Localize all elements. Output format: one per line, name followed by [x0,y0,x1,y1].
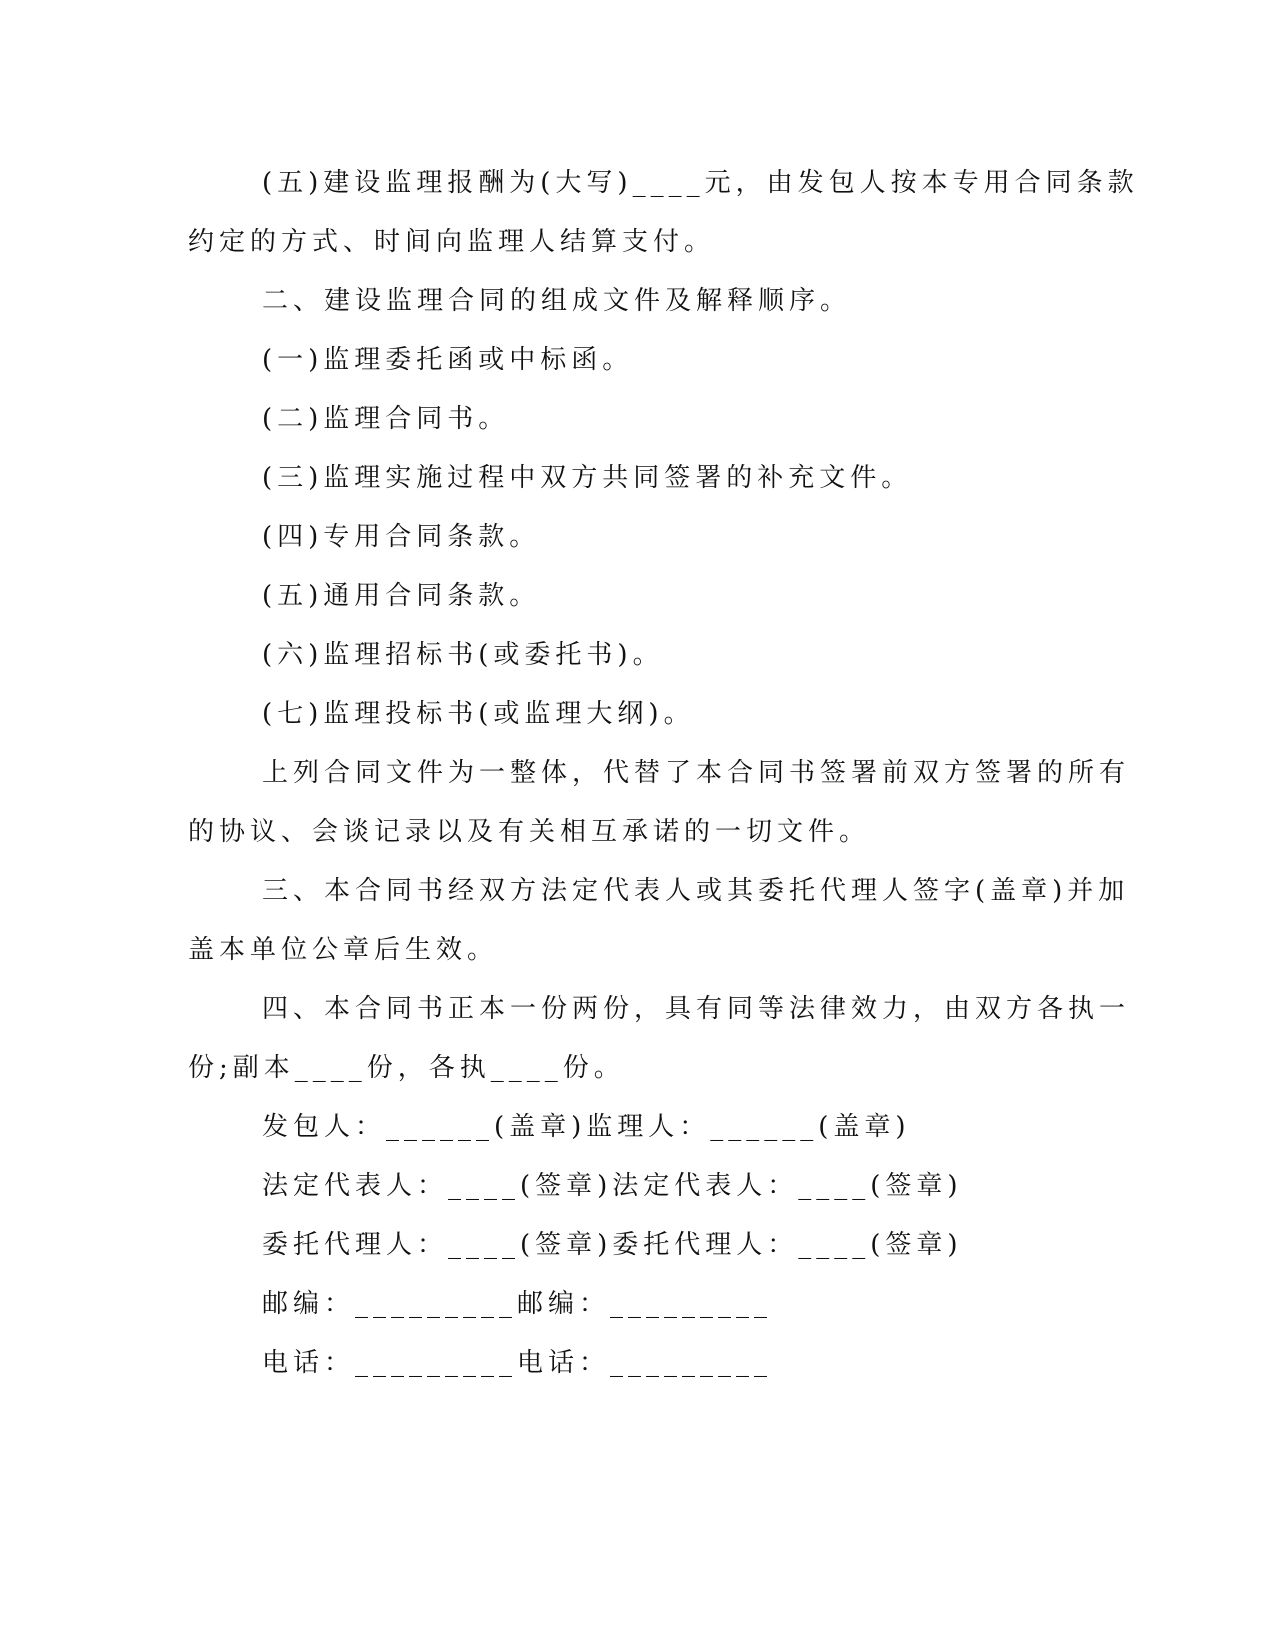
signature-party-line: 发包人：______(盖章)监理人：______(盖章) [262,1112,911,1142]
list-item-3: (三)监理实施过程中双方共同签署的补充文件。 [262,463,913,493]
postcode-line: 邮编：_________邮编：_________ [262,1289,773,1319]
integrity-paragraph-line-1: 上列合同文件为一整体，代替了本合同书签署前双方签署的所有 [262,758,1131,788]
clause-5-remuneration-line-2: 约定的方式、时间向监理人结算支付。 [188,227,716,257]
list-item-7: (七)监理投标书(或监理大纲)。 [262,699,695,729]
section-4-line-1: 四、本合同书正本一份两份，具有同等法律效力，由双方各执一 [262,994,1131,1024]
list-item-5: (五)通用合同条款。 [262,581,541,611]
section-2-heading: 二、建设监理合同的组成文件及解释顺序。 [262,286,852,316]
list-item-2: (二)监理合同书。 [262,404,510,434]
integrity-paragraph-line-2: 的协议、会谈记录以及有关相互承诺的一切文件。 [188,817,871,847]
section-4-line-2: 份;副本____份，各执____份。 [188,1053,625,1083]
phone-line: 电话：_________电话：_________ [262,1348,773,1378]
section-3-line-2: 盖本单位公章后生效。 [188,935,499,965]
list-item-4: (四)专用合同条款。 [262,522,541,552]
signature-legal-rep-line: 法定代表人：____(签章)法定代表人：____(签章) [262,1171,963,1201]
clause-5-remuneration-line-1: (五)建设监理报酬为(大写)____元，由发包人按本专用合同条款 [262,168,1139,198]
section-3-line-1: 三、本合同书经双方法定代表人或其委托代理人签字(盖章)并加 [262,876,1130,906]
list-item-6: (六)监理招标书(或委托书)。 [262,640,664,670]
list-item-1: (一)监理委托函或中标函。 [262,345,634,375]
signature-agent-line: 委托代理人：____(签章)委托代理人：____(签章) [262,1230,963,1260]
